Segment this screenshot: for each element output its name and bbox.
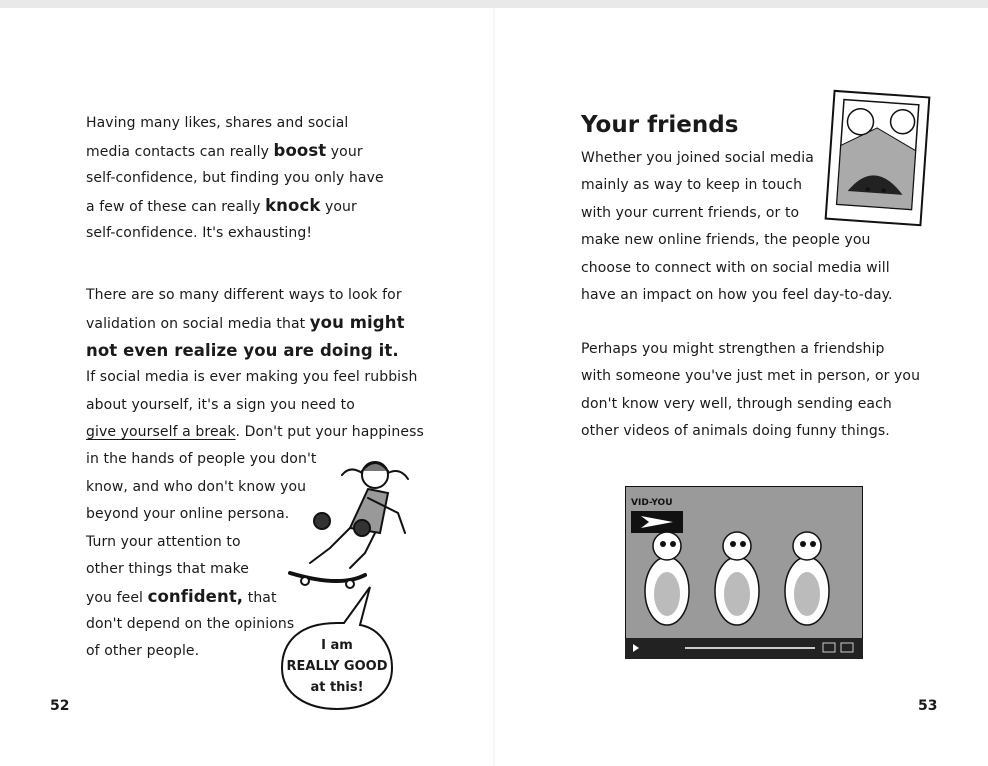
section-heading: Your friends [581, 112, 739, 138]
text-line: in the hands of people you don't [86, 451, 317, 468]
text-line: of other people. [86, 643, 200, 660]
text-line: know, and who don't know you [86, 478, 307, 495]
bubble-line: REALLY GOOD [286, 659, 388, 674]
emphasis-boost: boost [273, 141, 327, 161]
emphasis-you-might: you might [309, 313, 405, 333]
text-line: a few of these can really knock your [86, 196, 357, 216]
text-line: Perhaps you might strengthen a friendship [581, 341, 885, 357]
text-line: about yourself, it's a sign you need to [86, 396, 355, 413]
book-gutter [493, 8, 495, 766]
text-line: If social media is ever making you feel rubbish [86, 369, 418, 386]
text-line: you feel confident, that [86, 587, 277, 607]
text-line: with someone you've just met in person, or you [581, 368, 921, 385]
text-line: media contacts can really boost your [86, 141, 363, 161]
text-line: There are so many different ways to look for [86, 287, 402, 303]
text-line: Having many likes, shares and social [86, 115, 349, 131]
text-line: validation on social media that you might [86, 313, 405, 333]
page-number-right: 53 [918, 698, 938, 714]
emphasis-confident: confident, [147, 587, 244, 607]
text-line: don't know very well, through sending each [581, 395, 892, 412]
text-line: with your current friends, or to [581, 204, 800, 221]
right-paragraph-2 [581, 336, 920, 446]
left-paragraph-1 [86, 110, 384, 247]
bubble-line: at this! [310, 680, 364, 695]
video-player-illustration [625, 486, 863, 659]
emphasis-knock: knock [265, 196, 321, 216]
text-line: self-confidence. It's exhausting! [86, 224, 313, 241]
right-paragraph-1 [581, 145, 893, 309]
video-frame-art [625, 486, 863, 659]
text-line: Whether you joined social media [581, 150, 814, 166]
text-line: choose to connect with on social media will [581, 259, 890, 276]
bubble-line: I am [321, 638, 353, 653]
text-line: other things that make [86, 560, 250, 577]
book-spread [0, 8, 988, 766]
text-line: beyond your online persona. [86, 506, 290, 523]
text-line: self-confidence, but finding you only have [86, 169, 384, 186]
text-line: don't depend on the opinions [86, 615, 295, 632]
text-line: have an impact on how you feel day-to-day. [581, 286, 893, 303]
text-line: give yourself a break. Don't put your happiness [86, 423, 424, 440]
video-channel-label: VID-YOU [631, 498, 673, 508]
text-line: make new online friends, the people you [581, 232, 871, 249]
text-line: mainly as way to keep in touch [581, 177, 803, 194]
text-line: Turn your attention to [86, 533, 241, 550]
emphasis-not-even-realize: not even realize you are doing it. [86, 340, 399, 360]
underlined-give-yourself-a-break: give yourself a break [86, 423, 236, 440]
speech-bubble-text [278, 635, 396, 698]
text-line: other videos of animals doing funny things. [581, 423, 890, 440]
text-line [86, 337, 424, 364]
skateboarder-illustration [270, 453, 420, 593]
page-number-left: 52 [50, 698, 70, 714]
